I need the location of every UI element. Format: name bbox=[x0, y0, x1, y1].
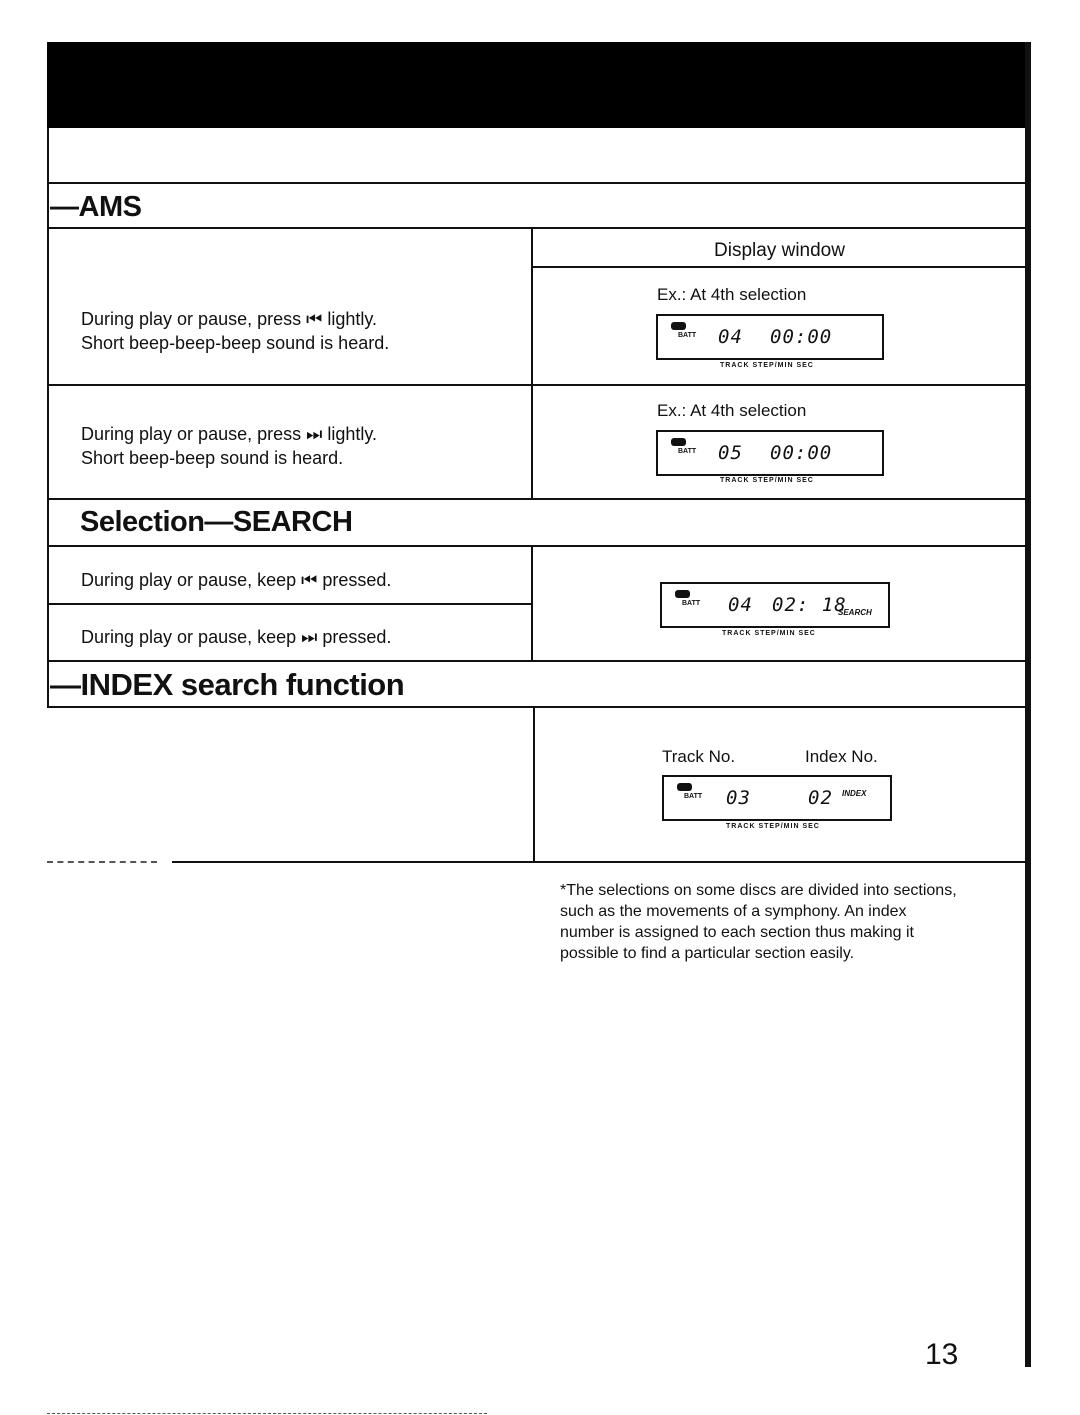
page-number: 13 bbox=[925, 1338, 959, 1371]
lcd-display-index: BATT 03 02 INDEX bbox=[662, 775, 892, 821]
lcd-display-ams-2: BATT 05 00:00 bbox=[656, 430, 884, 476]
track-no-label: Track No. bbox=[662, 747, 736, 766]
section-heading-index: —INDEX search function bbox=[50, 667, 405, 702]
battery-icon bbox=[674, 588, 692, 600]
ams-row-2-text: During play or pause, press ⏭ lightly. Short beep-beep sound is heard. bbox=[81, 424, 377, 468]
display-window-header: Display window bbox=[714, 240, 845, 261]
ams-row-2-example: Ex.: At 4th selection bbox=[657, 401, 807, 420]
ams-row-1-example: Ex.: At 4th selection bbox=[657, 285, 807, 304]
section-heading-search: Selection—SEARCH bbox=[80, 506, 353, 538]
search-row-1-text: During play or pause, keep ⏮ pressed. bbox=[81, 570, 392, 590]
header-bar bbox=[47, 42, 1030, 128]
lcd-display-ams-1: BATT 04 00:00 bbox=[656, 314, 884, 360]
left-border bbox=[47, 128, 49, 708]
index-no-label: Index No. bbox=[805, 747, 878, 766]
lcd-display-search: BATT 04 02: 18 SEARCH bbox=[660, 582, 890, 628]
battery-icon bbox=[676, 781, 694, 793]
battery-icon bbox=[670, 320, 688, 332]
search-row-2-text: During play or pause, keep ⏭ pressed. bbox=[81, 627, 392, 647]
ams-row-1-text: During play or pause, press ⏮ lightly. Short beep-beep-beep sound is heard. bbox=[81, 309, 390, 353]
section-heading-ams: —AMS bbox=[50, 191, 142, 223]
battery-icon bbox=[670, 436, 688, 448]
footnote: *The selections on some discs are divided into sections, such as the movements of a symphony. An index number is assigned to each section thus making it possible to find a particular section easily. bbox=[560, 882, 957, 962]
